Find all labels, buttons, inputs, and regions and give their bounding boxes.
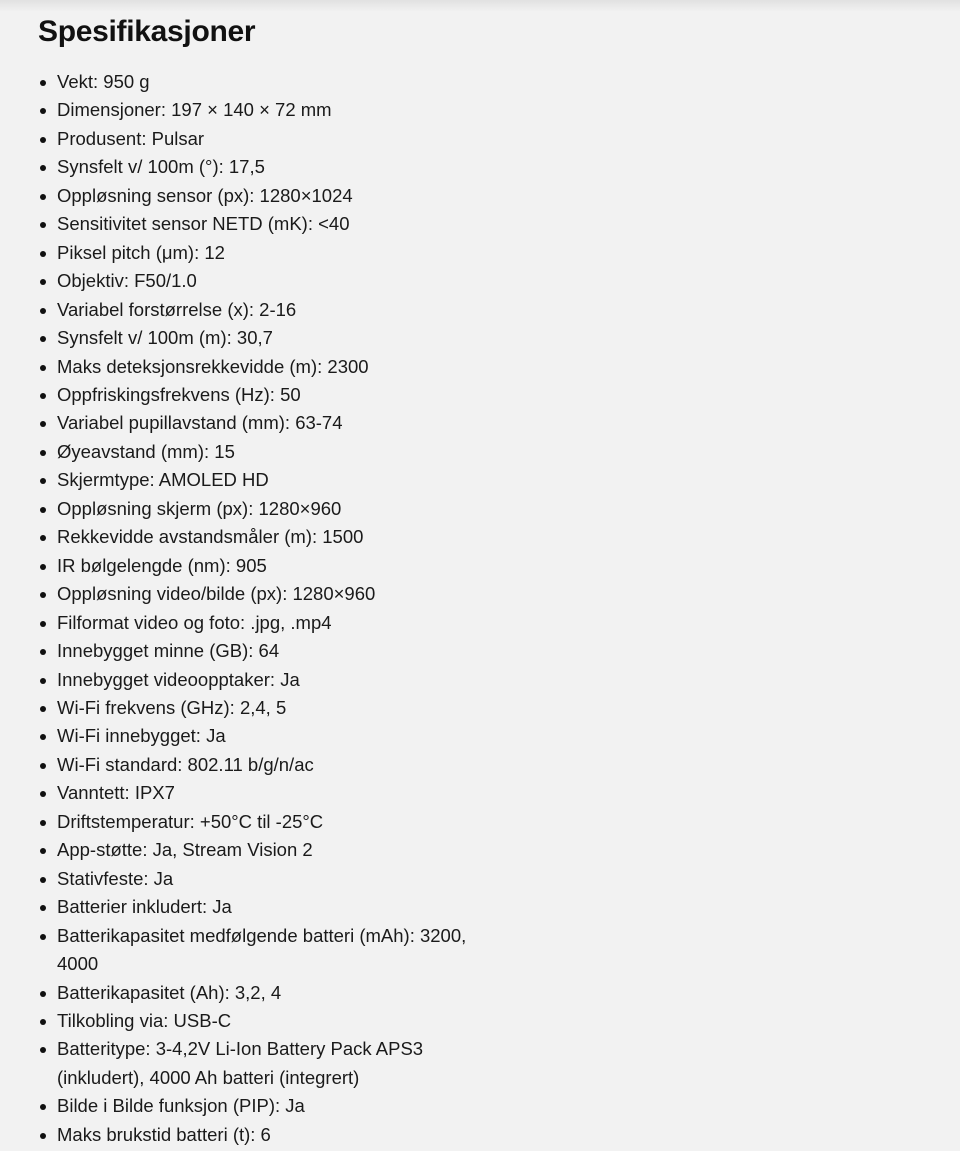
- header-shadow: [0, 0, 960, 12]
- spec-item: Stativfeste: Ja: [57, 865, 477, 893]
- spec-item: Innebygget minne (GB): 64: [57, 637, 477, 665]
- spec-item: Vanntett: IPX7: [57, 779, 477, 807]
- spec-item: Variabel pupillavstand (mm): 63-74: [57, 409, 477, 437]
- spec-item: Variabel forstørrelse (x): 2-16: [57, 296, 477, 324]
- section-title: Spesifikasjoner: [38, 15, 256, 48]
- spec-item: Synsfelt v/ 100m (m): 30,7: [57, 324, 477, 352]
- spec-item: Skjermtype: AMOLED HD: [57, 466, 477, 494]
- spec-item: Vekt: 950 g: [57, 68, 477, 96]
- spec-item: App-støtte: Ja, Stream Vision 2: [57, 836, 477, 864]
- spec-item: Wi-Fi standard: 802.11 b/g/n/ac: [57, 751, 477, 779]
- spec-item: Dimensjoner: 197 × 140 × 72 mm: [57, 96, 477, 124]
- spec-item: Sensitivitet sensor NETD (mK): <40: [57, 210, 477, 238]
- spec-item: Wi-Fi innebygget: Ja: [57, 722, 477, 750]
- spec-item: Batterier inkludert: Ja: [57, 893, 477, 921]
- spec-item: Batterikapasitet medfølgende batteri (mAh): 3200, 4000: [57, 922, 477, 979]
- spec-item: Innebygget videoopptaker: Ja: [57, 666, 477, 694]
- spec-item: Oppløsning sensor (px): 1280×1024: [57, 182, 477, 210]
- spec-item: Oppfriskingsfrekvens (Hz): 50: [57, 381, 477, 409]
- spec-item: Piksel pitch (μm): 12: [57, 239, 477, 267]
- spec-item: Tilkobling via: USB-C: [57, 1007, 477, 1035]
- spec-item: Wi-Fi frekvens (GHz): 2,4, 5: [57, 694, 477, 722]
- spec-item: Oppløsning skjerm (px): 1280×960: [57, 495, 477, 523]
- spec-section: [38, 12, 918, 1149]
- spec-item: IR bølgelengde (nm): 905: [57, 552, 477, 580]
- spec-item: Produsent: Pulsar: [57, 125, 477, 153]
- spec-item: Batterikapasitet (Ah): 3,2, 4: [57, 979, 477, 1007]
- spec-item: Filformat video og foto: .jpg, .mp4: [57, 609, 477, 637]
- spec-item: Driftstemperatur: +50°C til -25°C: [57, 808, 477, 836]
- spec-list: [38, 68, 477, 1149]
- spec-item: Øyeavstand (mm): 15: [57, 438, 477, 466]
- spec-item: Objektiv: F50/1.0: [57, 267, 477, 295]
- spec-item: Maks deteksjonsrekkevidde (m): 2300: [57, 353, 477, 381]
- spec-item: Maks brukstid batteri (t): 6: [57, 1121, 477, 1149]
- spec-item: Rekkevidde avstandsmåler (m): 1500: [57, 523, 477, 551]
- spec-item: Batteritype: 3-4,2V Li-Ion Battery Pack APS3 (inkludert), 4000 Ah batteri (integrert): [57, 1035, 477, 1092]
- spec-item: Oppløsning video/bilde (px): 1280×960: [57, 580, 477, 608]
- spec-item: Synsfelt v/ 100m (°): 17,5: [57, 153, 477, 181]
- spec-item: Bilde i Bilde funksjon (PIP): Ja: [57, 1092, 477, 1120]
